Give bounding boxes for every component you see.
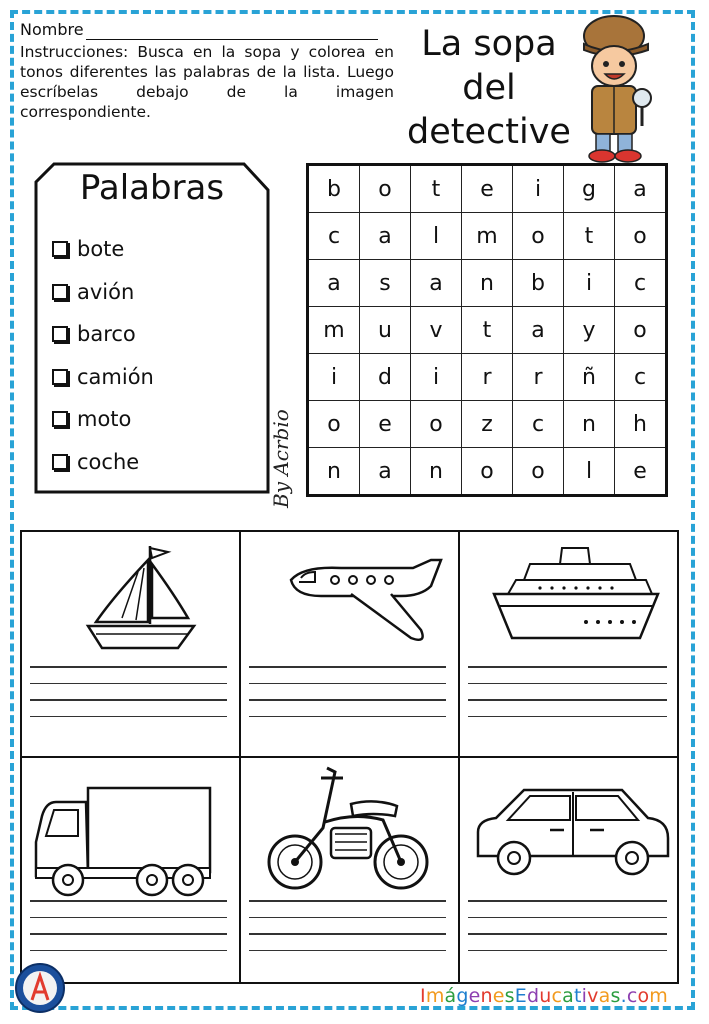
grid-cell[interactable]: r [462, 354, 513, 401]
grid-cell[interactable]: i [308, 354, 360, 401]
instructions-text: Instrucciones: Busca en la sopa y colorea en tonos diferentes las palabras de la lista. Luego escríbelas debajo de la imagen correspondiente. [20, 43, 394, 121]
grid-cell[interactable]: n [411, 448, 462, 496]
grid-cell[interactable]: o [411, 401, 462, 448]
grid-cell[interactable]: b [513, 260, 564, 307]
grid-cell[interactable]: e [462, 165, 513, 213]
word-item[interactable] [52, 228, 154, 271]
grid-cell[interactable]: ñ [564, 354, 615, 401]
author-signature [262, 380, 302, 510]
sailboat-icon [82, 538, 197, 656]
grid-cell[interactable]: r [513, 354, 564, 401]
grid-cell[interactable]: c [513, 401, 564, 448]
truck-icon [32, 782, 217, 898]
grid-cell[interactable]: m [308, 307, 360, 354]
name-line[interactable] [86, 23, 378, 40]
grid-cell[interactable]: s [360, 260, 411, 307]
grid-cell[interactable]: m [462, 213, 513, 260]
grid-cell[interactable]: o [462, 448, 513, 496]
grid-cell[interactable]: a [308, 260, 360, 307]
grid-cell[interactable]: y [564, 307, 615, 354]
grid-cell[interactable]: h [615, 401, 667, 448]
grid-cell[interactable]: a [411, 260, 462, 307]
grid-cell[interactable]: l [564, 448, 615, 496]
grid-cell[interactable]: o [513, 213, 564, 260]
word-list-title: Palabras [79, 168, 225, 208]
ship-icon [490, 542, 660, 642]
signature-text: By Acrbio [269, 409, 293, 508]
motorcycle-icon [265, 764, 435, 896]
title-line-1: La sopa [421, 24, 557, 64]
grid-cell[interactable]: t [462, 307, 513, 354]
grid-cell[interactable]: v [411, 307, 462, 354]
name-field[interactable] [20, 20, 378, 40]
grid-cell[interactable]: t [411, 165, 462, 213]
writing-lines[interactable] [30, 666, 227, 732]
checkbox-icon[interactable] [52, 326, 68, 342]
title-line-3: detective [407, 112, 571, 152]
grid-row [308, 165, 667, 213]
grid-row [308, 307, 667, 354]
word-label: barco [77, 322, 136, 347]
grid-cell[interactable]: e [615, 448, 667, 496]
worksheet-title [398, 22, 580, 154]
grid-cell[interactable]: b [308, 165, 360, 213]
grid-row [308, 401, 667, 448]
word-list-panel [34, 162, 270, 494]
grid-cell[interactable]: d [360, 354, 411, 401]
card-car [460, 758, 679, 984]
card-airplane [241, 532, 460, 758]
grid-row [308, 448, 667, 496]
grid-cell[interactable]: e [360, 401, 411, 448]
airplane-icon [281, 558, 446, 644]
grid-cell[interactable]: z [462, 401, 513, 448]
word-label: camión [77, 364, 154, 389]
grid-row [308, 260, 667, 307]
title-line-2: del [462, 68, 516, 108]
card-truck [22, 758, 241, 984]
grid-cell[interactable]: a [360, 448, 411, 496]
grid-cell[interactable]: o [615, 307, 667, 354]
name-label: Nombre [20, 20, 84, 39]
grid-cell[interactable]: g [564, 165, 615, 213]
grid-cell[interactable]: t [564, 213, 615, 260]
word-label: avión [77, 279, 135, 304]
grid-cell[interactable]: o [360, 165, 411, 213]
grid-cell[interactable]: l [411, 213, 462, 260]
word-item[interactable] [52, 356, 154, 399]
card-motorcycle [241, 758, 460, 984]
grid-cell[interactable]: a [360, 213, 411, 260]
word-label: coche [77, 449, 140, 474]
checkbox-icon[interactable] [52, 369, 68, 385]
grid-cell[interactable]: c [308, 213, 360, 260]
grid-cell[interactable]: i [411, 354, 462, 401]
grid-cell[interactable]: i [564, 260, 615, 307]
grid-cell[interactable]: o [615, 213, 667, 260]
word-label: moto [77, 407, 132, 432]
checkbox-icon[interactable] [52, 454, 68, 470]
writing-lines[interactable] [249, 666, 446, 732]
grid-row [308, 213, 667, 260]
card-sailboat [22, 532, 241, 758]
checkbox-icon[interactable] [52, 411, 68, 427]
writing-lines[interactable] [468, 900, 667, 966]
word-label: bote [77, 237, 125, 262]
grid-cell[interactable]: o [308, 401, 360, 448]
grid-cell[interactable]: c [615, 260, 667, 307]
grid-cell[interactable]: n [462, 260, 513, 307]
word-list [52, 228, 154, 483]
word-item[interactable] [52, 398, 154, 441]
site-logo-icon [14, 962, 66, 1014]
detective-illustration [578, 14, 656, 164]
word-item[interactable] [52, 441, 154, 484]
card-ship [460, 532, 679, 758]
writing-lines[interactable] [468, 666, 667, 732]
writing-lines[interactable] [249, 900, 446, 966]
grid-cell[interactable]: a [615, 165, 667, 213]
car-icon [472, 780, 672, 888]
grid-cell[interactable]: o [513, 448, 564, 496]
word-item[interactable] [52, 271, 154, 314]
footer-brand[interactable]: ImágenesEducativas.com [420, 985, 669, 1007]
grid-cell[interactable]: n [308, 448, 360, 496]
checkbox-icon[interactable] [52, 241, 68, 257]
grid-cell[interactable]: a [513, 307, 564, 354]
grid-cell[interactable]: u [360, 307, 411, 354]
grid-row [308, 354, 667, 401]
grid-cell[interactable]: c [615, 354, 667, 401]
writing-lines[interactable] [30, 900, 227, 966]
picture-cards [20, 530, 679, 984]
grid-cell[interactable]: n [564, 401, 615, 448]
checkbox-icon[interactable] [52, 284, 68, 300]
word-search-grid [306, 163, 668, 497]
grid-cell[interactable]: i [513, 165, 564, 213]
word-item[interactable] [52, 313, 154, 356]
